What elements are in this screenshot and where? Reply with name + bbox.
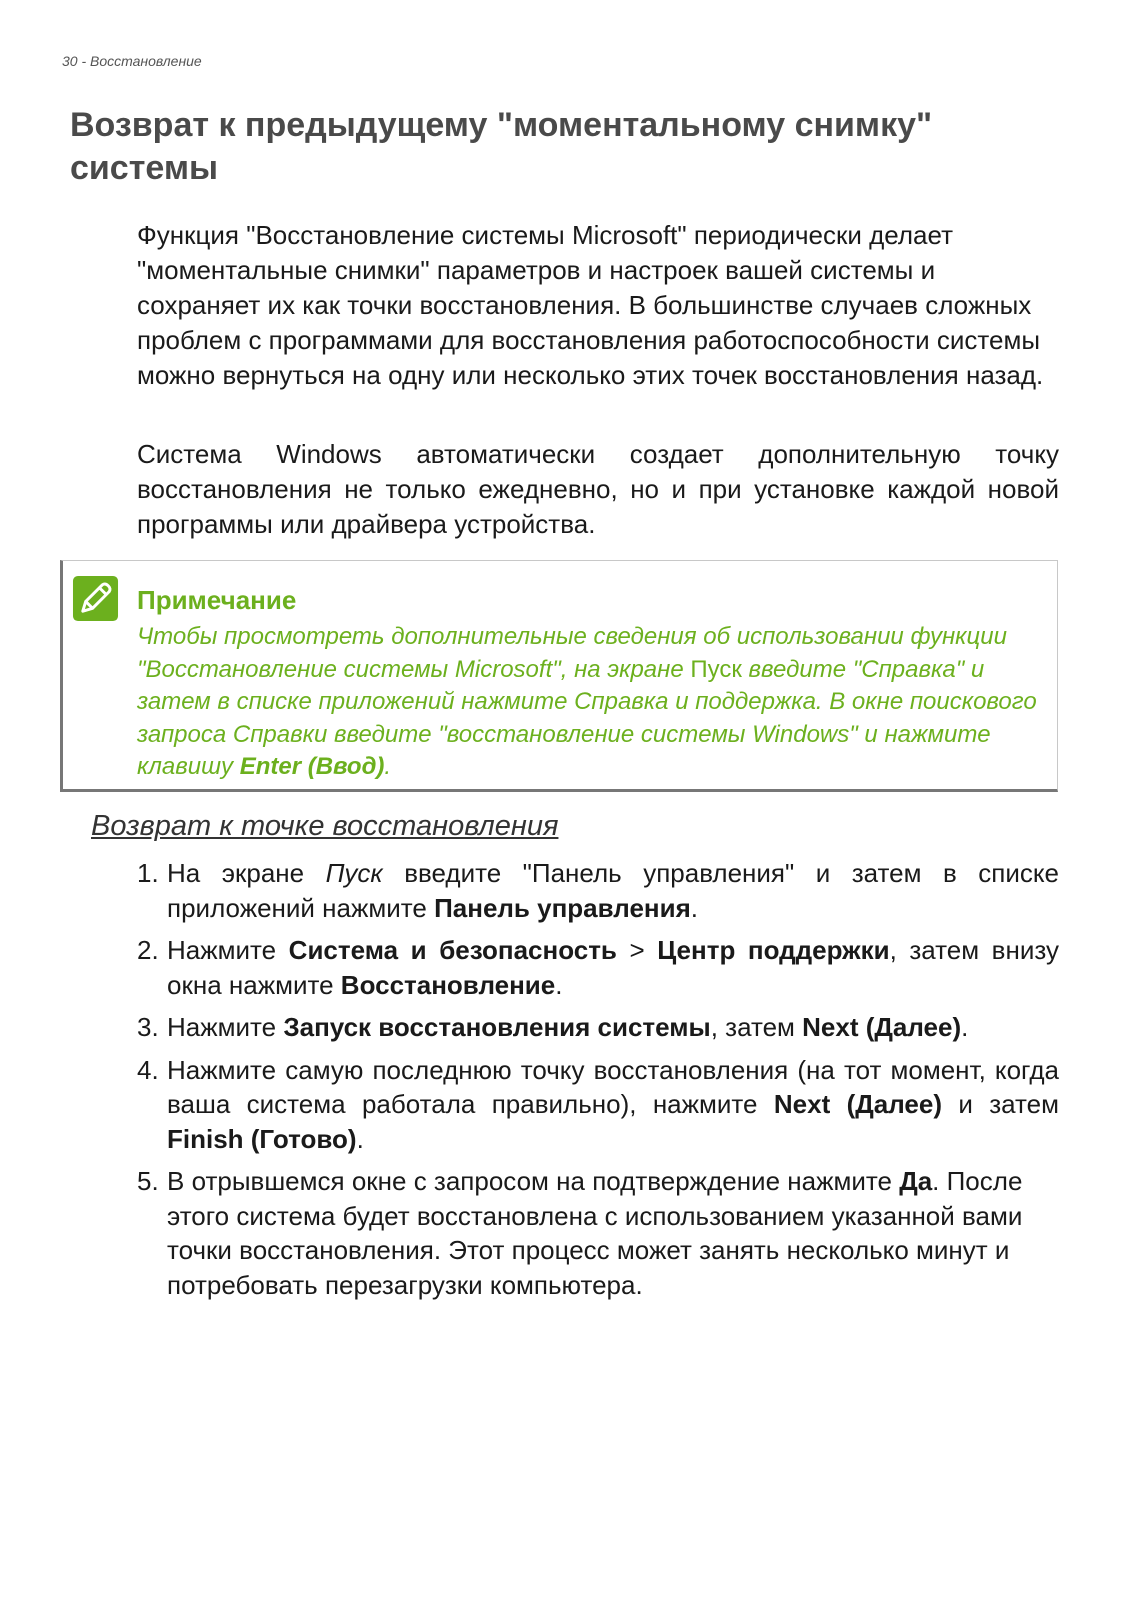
page-title: Возврат к предыдущему "моментальному снимку" системы <box>70 106 933 187</box>
step-text: Нажмите <box>167 935 289 965</box>
step-bold: Да <box>899 1166 933 1196</box>
note-text-part: . <box>384 753 392 780</box>
step-text: На экране <box>167 858 326 888</box>
step-bold: Запуск восстановления системы <box>283 1012 711 1042</box>
step-bold: Панель управления <box>434 892 691 923</box>
step-bold: Центр поддержки <box>657 935 890 965</box>
step-text: > <box>616 935 658 965</box>
step-item <box>137 856 1059 925</box>
step-italic: Пуск <box>325 858 383 888</box>
note-enter-key: Enter (Ввод) <box>239 753 385 780</box>
step-text: введите "Панель управления" и затем в списке приложений нажмите <box>167 858 1059 923</box>
step-text: , затем внизу окна нажмите <box>167 935 1059 1000</box>
step-bold: Восстановление <box>340 969 556 1000</box>
intro-paragraph: Функция "Восстановление системы Microsoft" периодически делает "моментальные снимки" параметров и настроек вашей системы и сохраняет их как точки восстановления. В большинстве случаев сложных проблем с программами для восстановления работоспособности системы можно вернуться на одну или несколько этих точек восстановления назад. <box>137 220 1044 390</box>
steps-list <box>137 856 1059 1310</box>
step-item <box>137 1164 1059 1302</box>
step-number: 2. <box>137 935 159 965</box>
step-number: 1. <box>137 858 159 888</box>
step-text: . <box>690 892 699 923</box>
step-item <box>137 1053 1059 1157</box>
step-number: 4. <box>137 1054 159 1085</box>
step-bold: Система и безопасность <box>288 935 617 965</box>
step-text: . <box>555 969 563 1000</box>
step-item <box>137 1010 1059 1045</box>
step-text: и затем <box>941 1089 1059 1119</box>
pencil-icon <box>72 575 119 622</box>
step-number: 5. <box>137 1166 159 1196</box>
step-bold: Finish (Готово) <box>167 1123 357 1154</box>
note-title: Примечание <box>137 585 297 615</box>
note-text <box>137 621 1057 784</box>
step-text: Нажмите самую последнюю точку восстановления (на тот момент, когда ваша система работала правильно), нажмите <box>167 1054 1059 1119</box>
step-bold: Next (Далее) <box>802 1012 962 1042</box>
step-text: В отрывшемся окне с запросом на подтверждение нажмите <box>167 1166 900 1196</box>
step-bold: Next (Далее) <box>773 1089 942 1119</box>
note-text-part: Чтобы просмотреть дополнительные сведения об использовании функции "Восстановление системы Microsoft", на экране <box>137 623 1007 683</box>
step-text: . <box>961 1012 969 1042</box>
note-text-part: введите "Справка" и затем в списке приложений нажмите Справка и поддержка. В окне поискового запроса Справки введите "восстановление системы Windows" и нажмите клавишу <box>137 655 1037 780</box>
windows-paragraph: Система Windows автоматически создает дополнительную точку восстановления не только ежедневно, но и при установке каждой новой программы или драйвера устройства. <box>137 439 1059 539</box>
running-header: 30 - Восстановление <box>62 53 202 69</box>
step-number: 3. <box>137 1012 159 1042</box>
step-text: , затем <box>710 1012 803 1042</box>
step-item <box>137 933 1059 1002</box>
step-text: . После этого система будет восстановлена с использованием указанной вами точки восстановления. Этот процесс может занять несколько минут и потребовать перезагрузки компьютера. <box>167 1166 1023 1300</box>
step-text: . <box>356 1123 364 1154</box>
step-text: Нажмите <box>167 1012 284 1042</box>
note-start-word: Пуск <box>690 655 742 683</box>
section-heading: Возврат к точке восстановления <box>91 810 559 842</box>
